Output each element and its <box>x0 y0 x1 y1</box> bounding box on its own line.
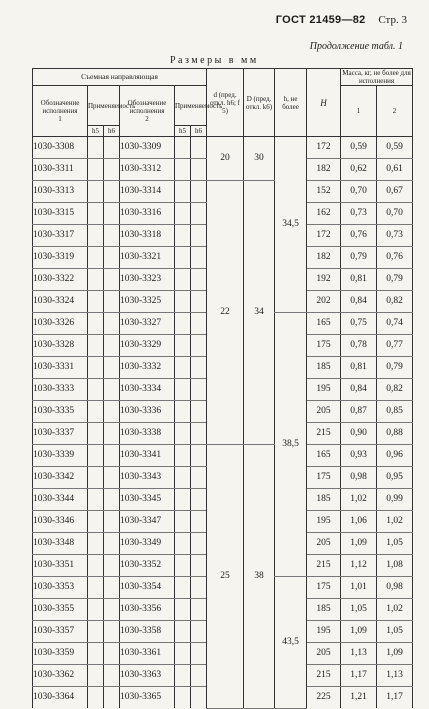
d-value-cell: 25 <box>207 445 244 709</box>
designation-2-cell: 1030-3314 <box>120 181 175 203</box>
application-b5-cell <box>175 203 191 225</box>
mass-2-cell: 0,77 <box>377 335 413 357</box>
H-value-cell: 215 <box>307 423 341 445</box>
mass-2-cell: 0,82 <box>377 291 413 313</box>
mass-2-cell: 0,79 <box>377 269 413 291</box>
application-b6-cell <box>191 401 207 423</box>
application-b6-cell <box>191 665 207 687</box>
header-mass-2: 2 <box>377 86 413 137</box>
H-value-cell: 182 <box>307 159 341 181</box>
application-b6-cell <box>104 291 120 313</box>
mass-2-cell: 0,96 <box>377 445 413 467</box>
mass-2-cell: 0,98 <box>377 577 413 599</box>
mass-1-cell: 1,01 <box>341 577 377 599</box>
application-b5-cell <box>175 357 191 379</box>
designation-2-cell: 1030-3341 <box>120 445 175 467</box>
application-b5-cell <box>88 247 104 269</box>
application-b6-cell <box>191 511 207 533</box>
mass-1-cell: 0,81 <box>341 357 377 379</box>
application-b6-cell <box>104 159 120 181</box>
mass-1-cell: 0,59 <box>341 137 377 159</box>
header-b5: h5 <box>88 126 104 137</box>
application-b6-cell <box>191 687 207 709</box>
mass-2-cell: 0,73 <box>377 225 413 247</box>
header-mass-1: 1 <box>341 86 377 137</box>
mass-1-cell: 0,73 <box>341 203 377 225</box>
designation-1-cell: 1030-3348 <box>33 533 88 555</box>
designation-2-cell: 1030-3347 <box>120 511 175 533</box>
header-application-2: Применяемость <box>175 86 207 126</box>
mass-1-cell: 0,98 <box>341 467 377 489</box>
mass-1-cell: 0,93 <box>341 445 377 467</box>
application-b6-cell <box>104 665 120 687</box>
designation-2-cell: 1030-3365 <box>120 687 175 709</box>
designation-2-cell: 1030-3309 <box>120 137 175 159</box>
application-b6-cell <box>104 621 120 643</box>
header-designation-2: Обозначение исполнения 2 <box>120 86 175 137</box>
mass-2-cell: 1,17 <box>377 687 413 709</box>
application-b6-cell <box>104 467 120 489</box>
application-b6-cell <box>104 687 120 709</box>
page-header <box>276 14 407 26</box>
designation-1-cell: 1030-3344 <box>33 489 88 511</box>
header-b6: h6 <box>104 126 120 137</box>
designation-1-cell: 1030-3342 <box>33 467 88 489</box>
designation-1-cell: 1030-3359 <box>33 643 88 665</box>
H-value-cell: 162 <box>307 203 341 225</box>
application-b5-cell <box>88 291 104 313</box>
application-b6-cell <box>191 159 207 181</box>
mass-1-cell: 1,05 <box>341 599 377 621</box>
application-b6-cell <box>191 445 207 467</box>
application-b5-cell <box>175 489 191 511</box>
application-b6-cell <box>191 533 207 555</box>
page-number: 3 <box>401 14 407 26</box>
H-value-cell: 205 <box>307 533 341 555</box>
mass-1-cell: 1,09 <box>341 621 377 643</box>
H-value-cell: 165 <box>307 313 341 335</box>
application-b5-cell <box>88 335 104 357</box>
application-b5-cell <box>175 269 191 291</box>
application-b6-cell <box>104 181 120 203</box>
application-b5-cell <box>88 357 104 379</box>
designation-1-cell: 1030-3324 <box>33 291 88 313</box>
designation-1-cell: 1030-3351 <box>33 555 88 577</box>
application-b6-cell <box>104 511 120 533</box>
h-value-cell: 43,5 <box>275 577 307 709</box>
application-b5-cell <box>88 621 104 643</box>
header-b6: h6 <box>191 126 207 137</box>
application-b5-cell <box>175 401 191 423</box>
mass-2-cell: 0,74 <box>377 313 413 335</box>
application-b6-cell <box>104 401 120 423</box>
application-b6-cell <box>191 621 207 643</box>
mass-2-cell: 0,76 <box>377 247 413 269</box>
designation-1-cell: 1030-3326 <box>33 313 88 335</box>
application-b6-cell <box>104 643 120 665</box>
standard-number: ГОСТ 21459—82 <box>275 14 366 26</box>
designation-1-cell: 1030-3339 <box>33 445 88 467</box>
H-value-cell: 215 <box>307 555 341 577</box>
designation-2-cell: 1030-3316 <box>120 203 175 225</box>
application-b5-cell <box>88 599 104 621</box>
designation-1-cell: 1030-3317 <box>33 225 88 247</box>
H-value-cell: 205 <box>307 643 341 665</box>
application-b6-cell <box>191 423 207 445</box>
page-label: Стр. <box>378 14 399 26</box>
designation-1-cell: 1030-3308 <box>33 137 88 159</box>
table-header <box>33 69 413 137</box>
table-row <box>33 137 413 159</box>
application-b5-cell <box>88 489 104 511</box>
application-b6-cell <box>104 247 120 269</box>
mass-2-cell: 0,85 <box>377 401 413 423</box>
application-b6-cell <box>191 137 207 159</box>
mass-1-cell: 0,78 <box>341 335 377 357</box>
application-b5-cell <box>175 687 191 709</box>
application-b5-cell <box>175 511 191 533</box>
application-b5-cell <box>175 313 191 335</box>
application-b5-cell <box>88 269 104 291</box>
application-b5-cell <box>175 291 191 313</box>
H-value-cell: 185 <box>307 357 341 379</box>
H-value-cell: 192 <box>307 269 341 291</box>
table-row <box>33 445 413 467</box>
designation-1-cell: 1030-3337 <box>33 423 88 445</box>
designation-1-cell: 1030-3313 <box>33 181 88 203</box>
application-b5-cell <box>175 467 191 489</box>
application-b6-cell <box>191 225 207 247</box>
table-body <box>33 137 413 709</box>
application-b5-cell <box>88 445 104 467</box>
table-row <box>33 181 413 203</box>
mass-1-cell: 0,84 <box>341 291 377 313</box>
application-b6-cell <box>104 137 120 159</box>
designation-2-cell: 1030-3323 <box>120 269 175 291</box>
application-b5-cell <box>88 159 104 181</box>
mass-1-cell: 0,79 <box>341 247 377 269</box>
application-b6-cell <box>191 577 207 599</box>
application-b5-cell <box>175 555 191 577</box>
designation-1-cell: 1030-3357 <box>33 621 88 643</box>
application-b5-cell <box>88 577 104 599</box>
application-b6-cell <box>191 357 207 379</box>
application-b5-cell <box>88 533 104 555</box>
H-value-cell: 172 <box>307 137 341 159</box>
application-b5-cell <box>175 423 191 445</box>
header-d: d (пред. откл. h6; f 5) <box>207 69 244 137</box>
h-value-cell: 38,5 <box>275 313 307 577</box>
application-b5-cell <box>88 401 104 423</box>
h-value-cell: 34,5 <box>275 137 307 313</box>
application-b5-cell <box>175 335 191 357</box>
application-b6-cell <box>104 379 120 401</box>
application-b6-cell <box>104 423 120 445</box>
mass-2-cell: 0,79 <box>377 357 413 379</box>
mass-2-cell: 1,13 <box>377 665 413 687</box>
application-b6-cell <box>191 269 207 291</box>
application-b6-cell <box>104 577 120 599</box>
application-b5-cell <box>88 511 104 533</box>
designation-2-cell: 1030-3321 <box>120 247 175 269</box>
application-b5-cell <box>175 247 191 269</box>
mass-1-cell: 0,87 <box>341 401 377 423</box>
mass-1-cell: 0,81 <box>341 269 377 291</box>
mass-1-cell: 1,13 <box>341 643 377 665</box>
application-b6-cell <box>104 489 120 511</box>
application-b6-cell <box>191 247 207 269</box>
application-b6-cell <box>191 599 207 621</box>
mass-2-cell: 1,05 <box>377 621 413 643</box>
mass-2-cell: 1,09 <box>377 643 413 665</box>
mass-2-cell: 0,70 <box>377 203 413 225</box>
designation-1-cell: 1030-3353 <box>33 577 88 599</box>
application-b5-cell <box>175 665 191 687</box>
designation-2-cell: 1030-3312 <box>120 159 175 181</box>
mass-2-cell: 1,02 <box>377 599 413 621</box>
designation-2-cell: 1030-3336 <box>120 401 175 423</box>
application-b5-cell <box>88 643 104 665</box>
H-value-cell: 215 <box>307 665 341 687</box>
mass-1-cell: 0,84 <box>341 379 377 401</box>
designation-1-cell: 1030-3315 <box>33 203 88 225</box>
dimensions-caption: Размеры в мм <box>170 55 259 66</box>
H-value-cell: 185 <box>307 599 341 621</box>
application-b6-cell <box>191 489 207 511</box>
designation-1-cell: 1030-3335 <box>33 401 88 423</box>
application-b5-cell <box>175 643 191 665</box>
application-b5-cell <box>88 467 104 489</box>
header-designation-1: Обозначение исполнения 1 <box>33 86 88 137</box>
application-b6-cell <box>104 533 120 555</box>
application-b5-cell <box>88 687 104 709</box>
application-b5-cell <box>175 577 191 599</box>
designation-2-cell: 1030-3318 <box>120 225 175 247</box>
mass-2-cell: 0,88 <box>377 423 413 445</box>
H-value-cell: 172 <box>307 225 341 247</box>
application-b6-cell <box>104 555 120 577</box>
application-b6-cell <box>191 467 207 489</box>
designation-2-cell: 1030-3363 <box>120 665 175 687</box>
designation-1-cell: 1030-3331 <box>33 357 88 379</box>
designation-2-cell: 1030-3329 <box>120 335 175 357</box>
application-b5-cell <box>88 665 104 687</box>
table-continuation-caption: Продолжение табл. 1 <box>309 41 403 52</box>
header-b5: h5 <box>175 126 191 137</box>
H-value-cell: 175 <box>307 335 341 357</box>
mass-1-cell: 1,17 <box>341 665 377 687</box>
designation-1-cell: 1030-3346 <box>33 511 88 533</box>
designation-1-cell: 1030-3333 <box>33 379 88 401</box>
mass-2-cell: 0,82 <box>377 379 413 401</box>
H-value-cell: 225 <box>307 687 341 709</box>
application-b5-cell <box>88 203 104 225</box>
application-b6-cell <box>191 313 207 335</box>
designation-1-cell: 1030-3311 <box>33 159 88 181</box>
group-header: Съемная направляющая <box>33 69 207 86</box>
designation-1-cell: 1030-3355 <box>33 599 88 621</box>
H-value-cell: 175 <box>307 467 341 489</box>
mass-2-cell: 1,05 <box>377 533 413 555</box>
designation-2-cell: 1030-3343 <box>120 467 175 489</box>
mass-2-cell: 0,61 <box>377 159 413 181</box>
designation-2-cell: 1030-3358 <box>120 621 175 643</box>
H-value-cell: 185 <box>307 489 341 511</box>
H-value-cell: 205 <box>307 401 341 423</box>
designation-2-cell: 1030-3345 <box>120 489 175 511</box>
application-b5-cell <box>175 445 191 467</box>
application-b5-cell <box>88 181 104 203</box>
designation-2-cell: 1030-3334 <box>120 379 175 401</box>
application-b6-cell <box>191 203 207 225</box>
application-b6-cell <box>104 335 120 357</box>
application-b5-cell <box>175 159 191 181</box>
designation-1-cell: 1030-3319 <box>33 247 88 269</box>
mass-1-cell: 1,12 <box>341 555 377 577</box>
designation-2-cell: 1030-3349 <box>120 533 175 555</box>
designation-1-cell: 1030-3362 <box>33 665 88 687</box>
mass-2-cell: 0,59 <box>377 137 413 159</box>
H-value-cell: 152 <box>307 181 341 203</box>
application-b6-cell <box>104 357 120 379</box>
mass-1-cell: 0,75 <box>341 313 377 335</box>
designation-2-cell: 1030-3354 <box>120 577 175 599</box>
application-b6-cell <box>191 291 207 313</box>
mass-2-cell: 0,95 <box>377 467 413 489</box>
application-b5-cell <box>175 225 191 247</box>
header-h: h, не более <box>275 69 307 137</box>
H-value-cell: 195 <box>307 379 341 401</box>
H-value-cell: 175 <box>307 577 341 599</box>
mass-1-cell: 0,76 <box>341 225 377 247</box>
application-b6-cell <box>104 203 120 225</box>
H-value-cell: 202 <box>307 291 341 313</box>
designation-2-cell: 1030-3352 <box>120 555 175 577</box>
mass-1-cell: 1,21 <box>341 687 377 709</box>
D-value-cell: 34 <box>244 181 275 445</box>
header-mass: Масса, кг, не более для исполнения <box>342 69 411 85</box>
header-application-1: Применяемость <box>88 86 120 126</box>
application-b5-cell <box>88 555 104 577</box>
designation-2-cell: 1030-3361 <box>120 643 175 665</box>
mass-2-cell: 0,67 <box>377 181 413 203</box>
application-b6-cell <box>191 643 207 665</box>
application-b5-cell <box>88 313 104 335</box>
application-b5-cell <box>175 379 191 401</box>
H-value-cell: 182 <box>307 247 341 269</box>
mass-1-cell: 0,90 <box>341 423 377 445</box>
application-b6-cell <box>104 599 120 621</box>
application-b5-cell <box>175 621 191 643</box>
designation-2-cell: 1030-3325 <box>120 291 175 313</box>
application-b6-cell <box>191 555 207 577</box>
mass-2-cell: 0,99 <box>377 489 413 511</box>
application-b5-cell <box>175 599 191 621</box>
D-value-cell: 30 <box>244 137 275 181</box>
application-b6-cell <box>104 445 120 467</box>
H-value-cell: 195 <box>307 621 341 643</box>
application-b6-cell <box>191 181 207 203</box>
mass-1-cell: 1,06 <box>341 511 377 533</box>
designation-1-cell: 1030-3364 <box>33 687 88 709</box>
application-b6-cell <box>104 313 120 335</box>
designation-2-cell: 1030-3332 <box>120 357 175 379</box>
mass-1-cell: 0,62 <box>341 159 377 181</box>
application-b5-cell <box>175 181 191 203</box>
mass-1-cell: 0,70 <box>341 181 377 203</box>
H-value-cell: 165 <box>307 445 341 467</box>
application-b5-cell <box>175 533 191 555</box>
mass-2-cell: 1,08 <box>377 555 413 577</box>
application-b5-cell <box>88 225 104 247</box>
application-b5-cell <box>175 137 191 159</box>
mass-2-cell: 1,02 <box>377 511 413 533</box>
application-b5-cell <box>88 423 104 445</box>
designation-1-cell: 1030-3322 <box>33 269 88 291</box>
header-D: D (пред. откл. k6) <box>244 69 275 137</box>
d-value-cell: 22 <box>207 181 244 445</box>
D-value-cell: 38 <box>244 445 275 709</box>
header-H: H <box>307 69 341 137</box>
designation-2-cell: 1030-3356 <box>120 599 175 621</box>
d-value-cell: 20 <box>207 137 244 181</box>
parts-table <box>32 68 413 709</box>
designation-2-cell: 1030-3338 <box>120 423 175 445</box>
mass-1-cell: 1,09 <box>341 533 377 555</box>
designation-1-cell: 1030-3328 <box>33 335 88 357</box>
application-b6-cell <box>191 335 207 357</box>
designation-2-cell: 1030-3327 <box>120 313 175 335</box>
mass-1-cell: 1,02 <box>341 489 377 511</box>
application-b6-cell <box>104 269 120 291</box>
H-value-cell: 195 <box>307 511 341 533</box>
application-b6-cell <box>191 379 207 401</box>
application-b6-cell <box>104 225 120 247</box>
application-b5-cell <box>88 379 104 401</box>
application-b5-cell <box>88 137 104 159</box>
